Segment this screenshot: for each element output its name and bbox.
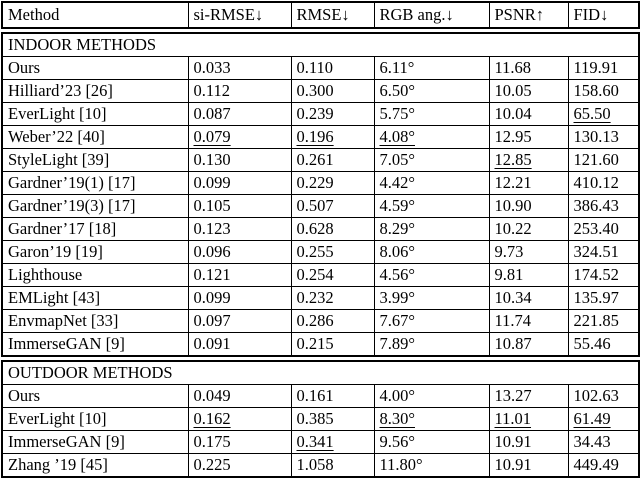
value-cell: 0.175 bbox=[188, 431, 291, 454]
method-cell: ImmerseGAN [9] bbox=[2, 333, 188, 357]
section-title: OUTDOOR METHODS bbox=[2, 361, 639, 385]
value-cell: 4.59° bbox=[374, 195, 489, 218]
value-cell: 0.229 bbox=[291, 172, 374, 195]
table-row bbox=[2, 126, 639, 149]
value-cell: 0.385 bbox=[291, 408, 374, 431]
value-cell: 34.43 bbox=[568, 431, 639, 454]
value-cell: 12.21 bbox=[489, 172, 568, 195]
table-row bbox=[2, 454, 639, 478]
value-cell: 12.85 bbox=[489, 149, 568, 172]
value-cell: 102.63 bbox=[568, 385, 639, 408]
table-row bbox=[2, 431, 639, 454]
value-cell: 4.00° bbox=[374, 385, 489, 408]
value-cell: 0.232 bbox=[291, 287, 374, 310]
method-cell: Lighthouse bbox=[2, 264, 188, 287]
table-row bbox=[2, 80, 639, 103]
value-cell: 65.50 bbox=[568, 103, 639, 126]
value-cell: 11.74 bbox=[489, 310, 568, 333]
table-row bbox=[2, 408, 639, 431]
method-cell: Ours bbox=[2, 57, 188, 80]
value-cell: 4.08° bbox=[374, 126, 489, 149]
table-row bbox=[2, 241, 639, 264]
method-cell: ImmerseGAN [9] bbox=[2, 431, 188, 454]
value-cell: 0.628 bbox=[291, 218, 374, 241]
table-row bbox=[2, 218, 639, 241]
table-row bbox=[2, 149, 639, 172]
value-cell: 0.099 bbox=[188, 172, 291, 195]
value-cell: 0.079 bbox=[188, 126, 291, 149]
value-cell: 0.162 bbox=[188, 408, 291, 431]
value-cell: 0.087 bbox=[188, 103, 291, 126]
method-cell: StyleLight [39] bbox=[2, 149, 188, 172]
column-header-table bbox=[1, 1, 640, 29]
table-row bbox=[2, 103, 639, 126]
value-cell: 4.56° bbox=[374, 264, 489, 287]
column-header-row bbox=[2, 2, 639, 28]
value-cell: 11.01 bbox=[489, 408, 568, 431]
section-header-row bbox=[2, 361, 639, 385]
value-cell: 8.30° bbox=[374, 408, 489, 431]
col-header-fid: FID↓ bbox=[568, 2, 639, 28]
col-header-psnr: PSNR↑ bbox=[489, 2, 568, 28]
value-cell: 0.215 bbox=[291, 333, 374, 357]
method-cell: Gardner’19(1) [17] bbox=[2, 172, 188, 195]
table-row bbox=[2, 287, 639, 310]
table-row bbox=[2, 172, 639, 195]
value-cell: 10.91 bbox=[489, 431, 568, 454]
value-cell: 0.130 bbox=[188, 149, 291, 172]
value-cell: 13.27 bbox=[489, 385, 568, 408]
value-cell: 10.91 bbox=[489, 454, 568, 478]
value-cell: 3.99° bbox=[374, 287, 489, 310]
value-cell: 7.05° bbox=[374, 149, 489, 172]
value-cell: 0.341 bbox=[291, 431, 374, 454]
method-cell: EverLight [10] bbox=[2, 408, 188, 431]
section-table-indoor bbox=[1, 32, 640, 357]
method-cell: Hilliard’23 [26] bbox=[2, 80, 188, 103]
value-cell: 4.42° bbox=[374, 172, 489, 195]
value-cell: 7.89° bbox=[374, 333, 489, 357]
value-cell: 449.49 bbox=[568, 454, 639, 478]
value-cell: 410.12 bbox=[568, 172, 639, 195]
value-cell: 130.13 bbox=[568, 126, 639, 149]
value-cell: 9.73 bbox=[489, 241, 568, 264]
value-cell: 324.51 bbox=[568, 241, 639, 264]
method-cell: Zhang ’19 [45] bbox=[2, 454, 188, 478]
value-cell: 5.75° bbox=[374, 103, 489, 126]
method-cell: Weber’22 [40] bbox=[2, 126, 188, 149]
value-cell: 0.049 bbox=[188, 385, 291, 408]
value-cell: 10.90 bbox=[489, 195, 568, 218]
value-cell: 221.85 bbox=[568, 310, 639, 333]
table-row bbox=[2, 385, 639, 408]
value-cell: 10.22 bbox=[489, 218, 568, 241]
value-cell: 121.60 bbox=[568, 149, 639, 172]
section-title: INDOOR METHODS bbox=[2, 33, 639, 57]
method-cell: Gardner’17 [18] bbox=[2, 218, 188, 241]
value-cell: 9.56° bbox=[374, 431, 489, 454]
value-cell: 0.105 bbox=[188, 195, 291, 218]
value-cell: 0.099 bbox=[188, 287, 291, 310]
value-cell: 10.87 bbox=[489, 333, 568, 357]
value-cell: 0.112 bbox=[188, 80, 291, 103]
value-cell: 174.52 bbox=[568, 264, 639, 287]
value-cell: 0.239 bbox=[291, 103, 374, 126]
value-cell: 6.11° bbox=[374, 57, 489, 80]
value-cell: 0.300 bbox=[291, 80, 374, 103]
method-cell: EverLight [10] bbox=[2, 103, 188, 126]
table-row bbox=[2, 264, 639, 287]
table-row bbox=[2, 195, 639, 218]
value-cell: 11.80° bbox=[374, 454, 489, 478]
value-cell: 386.43 bbox=[568, 195, 639, 218]
value-cell: 0.096 bbox=[188, 241, 291, 264]
table-row bbox=[2, 310, 639, 333]
value-cell: 10.04 bbox=[489, 103, 568, 126]
method-cell: Gardner’19(3) [17] bbox=[2, 195, 188, 218]
method-cell: Garon’19 [19] bbox=[2, 241, 188, 264]
value-cell: 0.507 bbox=[291, 195, 374, 218]
value-cell: 61.49 bbox=[568, 408, 639, 431]
value-cell: 0.097 bbox=[188, 310, 291, 333]
value-cell: 6.50° bbox=[374, 80, 489, 103]
value-cell: 0.255 bbox=[291, 241, 374, 264]
value-cell: 119.91 bbox=[568, 57, 639, 80]
method-cell: EnvmapNet [33] bbox=[2, 310, 188, 333]
value-cell: 0.033 bbox=[188, 57, 291, 80]
value-cell: 0.121 bbox=[188, 264, 291, 287]
method-cell: Ours bbox=[2, 385, 188, 408]
section-table-outdoor bbox=[1, 360, 640, 478]
value-cell: 1.058 bbox=[291, 454, 374, 478]
value-cell: 12.95 bbox=[489, 126, 568, 149]
section-header-row bbox=[2, 33, 639, 57]
col-header-rgb-ang: RGB ang.↓ bbox=[374, 2, 489, 28]
method-cell: EMLight [43] bbox=[2, 287, 188, 310]
table-row bbox=[2, 57, 639, 80]
value-cell: 0.091 bbox=[188, 333, 291, 357]
value-cell: 158.60 bbox=[568, 80, 639, 103]
col-header-method: Method bbox=[2, 2, 188, 28]
value-cell: 0.286 bbox=[291, 310, 374, 333]
value-cell: 135.97 bbox=[568, 287, 639, 310]
value-cell: 9.81 bbox=[489, 264, 568, 287]
value-cell: 55.46 bbox=[568, 333, 639, 357]
value-cell: 0.196 bbox=[291, 126, 374, 149]
value-cell: 0.254 bbox=[291, 264, 374, 287]
value-cell: 0.110 bbox=[291, 57, 374, 80]
value-cell: 7.67° bbox=[374, 310, 489, 333]
value-cell: 253.40 bbox=[568, 218, 639, 241]
value-cell: 0.123 bbox=[188, 218, 291, 241]
value-cell: 10.05 bbox=[489, 80, 568, 103]
value-cell: 0.161 bbox=[291, 385, 374, 408]
value-cell: 8.06° bbox=[374, 241, 489, 264]
table-row bbox=[2, 333, 639, 357]
table-sections bbox=[1, 32, 640, 478]
value-cell: 0.225 bbox=[188, 454, 291, 478]
col-header-si-rmse: si-RMSE↓ bbox=[188, 2, 291, 28]
value-cell: 11.68 bbox=[489, 57, 568, 80]
value-cell: 0.261 bbox=[291, 149, 374, 172]
value-cell: 8.29° bbox=[374, 218, 489, 241]
col-header-rmse: RMSE↓ bbox=[291, 2, 374, 28]
value-cell: 10.34 bbox=[489, 287, 568, 310]
